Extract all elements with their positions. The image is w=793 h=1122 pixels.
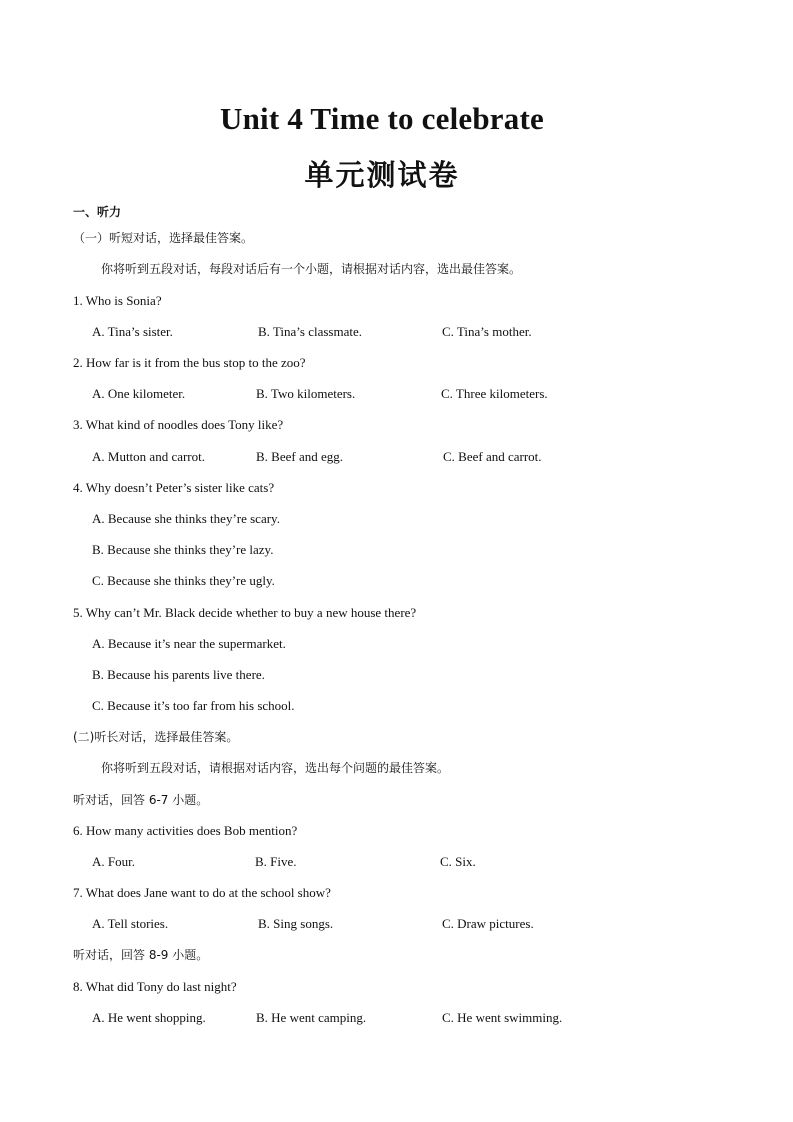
document-title: Unit 4 Time to celebrate [220,101,544,136]
question-2: 2. How far is it from the bus stop to the zoo? [73,355,306,370]
q6-option-c: C. Six. [440,854,476,869]
q8-option-c: C. He went swimming. [442,1010,563,1025]
q5-option-b: B. Because his parents live there. [92,667,265,682]
q3-option-a: A. Mutton and carrot. [92,449,206,464]
q2-option-c: C. Three kilometers. [441,386,548,401]
q4-option-b: B. Because she thinks they’re lazy. [92,542,274,557]
q6-option-a: A. Four. [92,854,135,869]
q2-option-a: A. One kilometer. [92,386,186,401]
part2-heading: (二)听长对话，选择最佳答案。 [73,730,239,744]
listen-note-6-7: 听对话，回答 6-7 小题。 [73,793,209,807]
q8-option-b: B. He went camping. [256,1010,367,1025]
document-subtitle: 单元测试卷 [304,158,460,192]
q6-option-b: B. Five. [255,854,297,869]
q1-option-c: C. Tina’s mother. [442,324,532,339]
q7-option-b: B. Sing songs. [258,916,334,931]
section-heading-listening: 一、听力 [73,205,122,219]
q2-option-b: B. Two kilometers. [256,386,356,401]
q5-option-a: A. Because it’s near the supermarket. [92,636,286,651]
q3-option-b: B. Beef and egg. [256,449,344,464]
part1-instruction: 你将听到五段对话，每段对话后有一个小题，请根据对话内容，选出最佳答案。 [101,262,522,276]
part1-heading: （一）听短对话，选择最佳答案。 [73,231,254,245]
q4-option-c: C. Because she thinks they’re ugly. [92,573,275,588]
part2-instruction: 你将听到五段对话，请根据对话内容，选出每个问题的最佳答案。 [101,761,450,775]
question-7: 7. What does Jane want to do at the school show? [73,885,331,900]
question-4: 4. Why doesn’t Peter’s sister like cats? [73,480,275,495]
listen-note-8-9: 听对话，回答 8-9 小题。 [73,948,209,962]
q4-option-a: A. Because she thinks they’re scary. [92,511,280,526]
question-3: 3. What kind of noodles does Tony like? [73,417,284,432]
q5-option-c: C. Because it’s too far from his school. [92,698,295,713]
q8-option-a: A. He went shopping. [92,1010,206,1025]
q1-option-a: A. Tina’s sister. [92,324,173,339]
question-5: 5. Why can’t Mr. Black decide whether to buy a new house there? [73,605,417,620]
question-8: 8. What did Tony do last night? [73,979,237,994]
q3-option-c: C. Beef and carrot. [443,449,542,464]
q1-option-b: B. Tina’s classmate. [258,324,363,339]
question-1: 1. Who is Sonia? [73,293,162,308]
q7-option-a: A. Tell stories. [92,916,169,931]
q7-option-c: C. Draw pictures. [442,916,534,931]
question-6: 6. How many activities does Bob mention? [73,823,298,838]
